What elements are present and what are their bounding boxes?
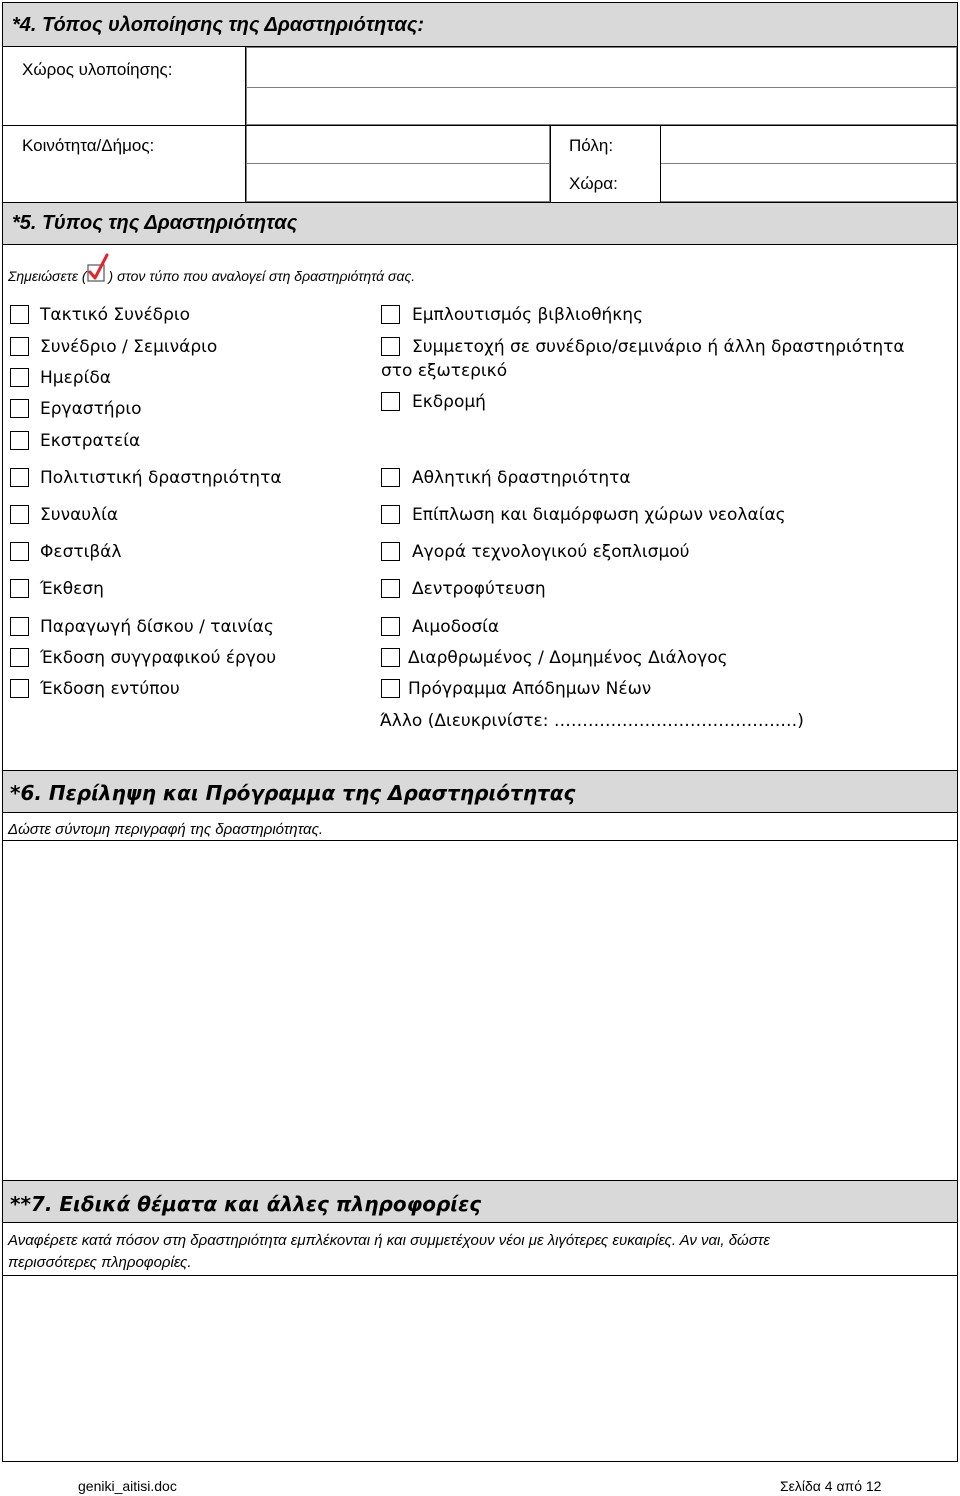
venue-label: Χώρος υλοποίησης: [22,60,173,79]
option-label: Αγορά τεχνολογικού εξοπλισμού [412,542,690,562]
checkbox-agora-exoplismou[interactable] [381,542,400,561]
country-field[interactable] [660,163,957,202]
checkbox-dialogos[interactable] [381,648,400,667]
option-label: Συνέδριο / Σεμινάριο [40,337,218,357]
checkbox-aimodosia[interactable] [381,617,400,636]
option-label: Έκδοση συγγραφικού έργου [40,648,277,668]
section-4-title: *4. Τόπος υλοποίησης της Δραστηριότητας: [12,14,425,36]
checkbox-paragogi[interactable] [10,617,29,636]
option-label: Εκδρομή [412,392,486,412]
checkbox-imerida[interactable] [10,368,29,387]
checkbox-synedrio-seminario[interactable] [10,337,29,356]
option-label: Αθλητική δραστηριότητα [412,468,631,488]
city-label: Πόλη: [569,136,614,155]
checkbox-epiplosi[interactable] [381,505,400,524]
option-label-text: Συμμετοχή σε συνέδριο/σεμινάριο ή άλλη δραστηριότητα στο εξωτερικό [381,337,905,381]
checkbox-emploutismos[interactable] [381,305,400,324]
option-label: Εκστρατεία [40,431,141,451]
section-6-instruction: Δώστε σύντομη περιγραφή της δραστηριότητας. [8,821,324,838]
option-label: Τακτικό Συνέδριο [40,305,191,325]
community-field-line2[interactable] [246,163,550,202]
checkbox-ekstrateia[interactable] [10,431,29,450]
option-label: Εργαστήριο [40,399,142,419]
checkbox-festival[interactable] [10,542,29,561]
option-label: Έκθεση [40,579,104,599]
checkbox-dentrofyteusi[interactable] [381,579,400,598]
footer-filename: geniki_aitisi.doc [78,1478,177,1494]
checkbox-ekdosi-syggrafikou[interactable] [10,648,29,667]
option-label: Παραγωγή δίσκου / ταινίας [40,617,274,637]
option-label: Ημερίδα [40,368,111,388]
note-before: Σημειώσετε ( [8,268,87,284]
option-label: Πολιτιστική δραστηριότητα [40,468,282,488]
checkbox-ekdosi-entypou[interactable] [10,679,29,698]
option-label: Αιμοδοσία [412,617,500,637]
footer-page-number: Σελίδα 4 από 12 [780,1478,882,1494]
option-label: Δεντροφύτευση [412,579,546,599]
community-field[interactable] [246,125,550,164]
checkbox-politistiki[interactable] [10,468,29,487]
checkbox-ekdromi[interactable] [381,392,400,411]
summary-textarea[interactable] [3,840,957,1180]
city-field[interactable] [660,125,957,164]
checkbox-ergastirio[interactable] [10,399,29,418]
venue-field[interactable] [246,47,957,88]
country-label: Χώρα: [569,174,618,193]
checkbox-apodimon[interactable] [381,679,400,698]
section-7-title: **7. Ειδικά θέματα και άλλες πληροφορίες [10,1192,482,1216]
section-7-instruction-line1: Αναφέρετε κατά πόσον στη δραστηριότητα εμπλέκονται ή και συμμετέχουν νέοι με λιγότερες ευκαιρίες. Αν ναι, δώστε [8,1232,770,1249]
community-label: Κοινότητα/Δήμος: [22,136,155,155]
section-5-note [8,266,415,284]
option-label: Επίπλωση και διαμόρφωση χώρων νεολαίας [412,505,786,525]
checkbox-synavlia[interactable] [10,505,29,524]
checkbox-ekthesi[interactable] [10,579,29,598]
option-label: Έκδοση εντύπου [40,679,180,699]
option-label: Συναυλία [40,505,119,525]
option-label: Φεστιβάλ [40,542,122,562]
option-label: Πρόγραμμα Απόδημων Νέων [408,679,652,699]
section-6-title: *6. Περίληψη και Πρόγραμμα της Δραστηριότητας [10,781,576,805]
section-7-instruction-line2: περισσότερες πληροφορίες. [8,1254,192,1271]
checkmark-icon [87,266,109,284]
special-topics-textarea[interactable] [3,1275,957,1461]
option-label: Εμπλουτισμός βιβλιοθήκης [412,305,644,325]
section-5-title: *5. Τύπος της Δραστηριότητας [12,212,298,234]
checkbox-athlitiki[interactable] [381,468,400,487]
other-specify-field[interactable]: Άλλο (Διευκρινίστε: ………………………………….…) [380,711,804,731]
venue-field-line2[interactable] [246,87,957,125]
checkbox-taktiko-synedrio[interactable] [10,305,29,324]
option-label: Διαρθρωμένος / Δομημένος Διάλογος [408,648,728,668]
note-after: ) στον τύπο που αναλογεί στη δραστηριότητά σας. [108,268,416,284]
option-label [381,335,921,383]
